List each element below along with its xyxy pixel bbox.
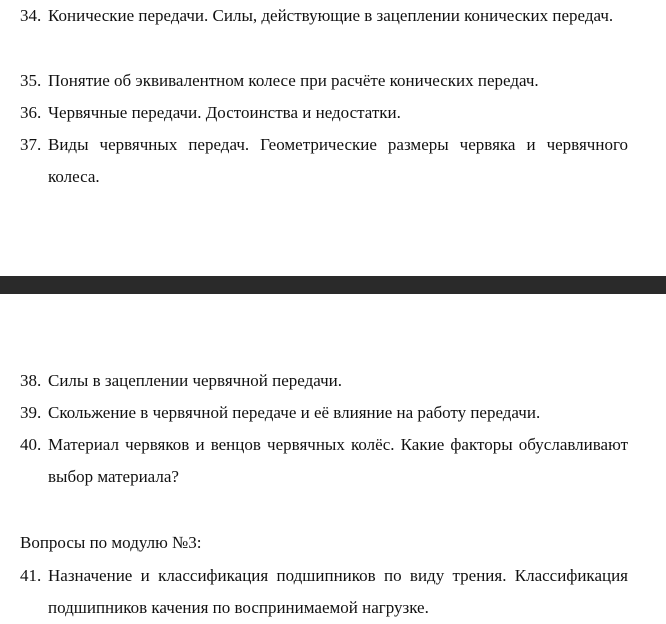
- list-item-39: [20, 397, 628, 429]
- item-number: 40.: [20, 435, 42, 454]
- item-text: Силы в зацеплении червячной передачи.: [48, 371, 343, 390]
- list-item-38: [20, 365, 628, 397]
- page-break-separator: [0, 276, 666, 294]
- item-number: 39.: [20, 403, 42, 422]
- item-number: 38.: [20, 371, 42, 390]
- item-text: Назначение и классификация подшипников по виду трения. Классификация подшипников качения по воспринимаемой нагрузке.: [48, 566, 628, 617]
- list-item-37: [20, 129, 628, 193]
- item-text: Червячные передачи. Достоинства и недостатки.: [48, 103, 401, 122]
- document-page-top: [0, 0, 666, 276]
- item-number: 34.: [20, 6, 42, 25]
- item-text: Конические передачи. Силы, действующие в зацеплении конических передач.: [48, 6, 614, 25]
- item-number: 41.: [20, 566, 42, 585]
- item-text: Виды червячных передач. Геометрические размеры червяка и червячного колеса.: [48, 135, 628, 186]
- item-text: Материал червяков и венцов червячных колёс. Какие факторы обуславливают выбор материала?: [48, 435, 628, 486]
- list-item-35: [20, 65, 628, 97]
- list-item-40: [20, 429, 628, 493]
- item-number: 36.: [20, 103, 42, 122]
- item-number: 37.: [20, 135, 42, 154]
- item-text: Понятие об эквивалентном колесе при расчёте конических передач.: [48, 71, 539, 90]
- item-number: 35.: [20, 71, 42, 90]
- list-item-34: [20, 0, 628, 32]
- document-page-bottom: [0, 294, 666, 618]
- item-text: Скольжение в червячной передаче и её влияние на работу передачи.: [48, 403, 541, 422]
- list-item-36: [20, 97, 628, 129]
- list-item-41: [20, 560, 628, 624]
- module-heading: Вопросы по модулю №3:: [20, 533, 202, 552]
